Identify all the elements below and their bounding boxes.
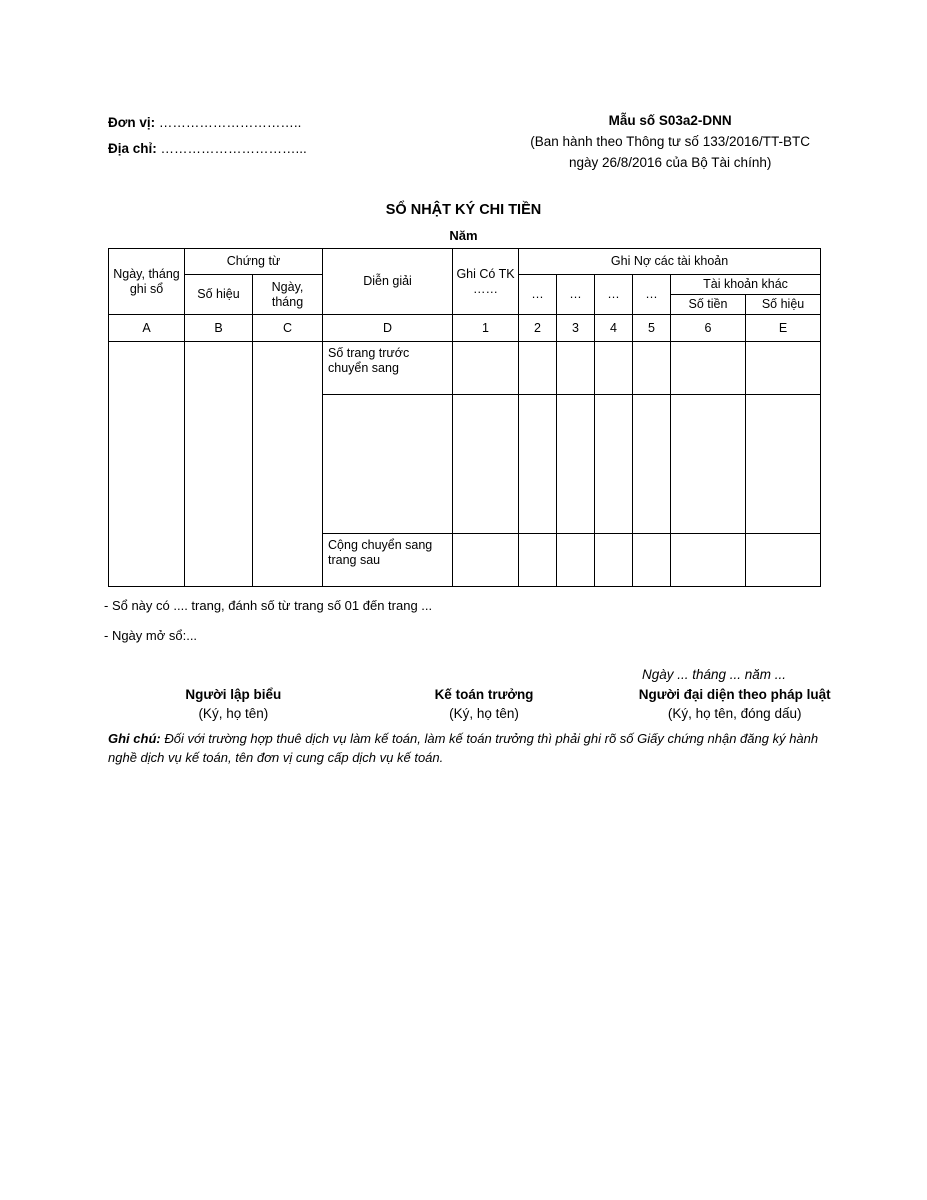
cell-ngay-thang[interactable] — [253, 342, 323, 587]
cell-ngay-thang-ghi-so[interactable] — [109, 342, 185, 587]
ledger-table-wrapper — [108, 248, 820, 587]
cell-no-5-2[interactable] — [633, 395, 671, 534]
signature-date: Ngày ... tháng ... năm ... — [641, 667, 787, 682]
cell-no-4-1[interactable] — [595, 342, 633, 395]
address-label: Địa chỉ: — [108, 141, 157, 156]
th-so-hieu-2: Số hiệu — [746, 295, 821, 315]
unit-dots: ………………………….. — [155, 115, 302, 130]
ledger-table — [108, 248, 821, 587]
signature-row — [108, 685, 860, 723]
signature-preparer-sub: (Ký, họ tên) — [198, 706, 269, 721]
cell-no-4-3[interactable] — [595, 534, 633, 587]
table-row — [109, 342, 821, 395]
cell-no-2-1[interactable] — [519, 342, 557, 395]
signature-legal-rep-title: Người đại diện theo pháp luật — [638, 687, 831, 702]
footnote — [108, 729, 820, 767]
cell-dien-giai-truoc[interactable]: Số trang trước chuyển sang — [323, 342, 453, 395]
cell-no-3-3[interactable] — [557, 534, 595, 587]
address-dots: …………………………... — [156, 141, 307, 156]
form-code: Mẫu số S03a2-DNN — [608, 113, 732, 128]
col-letter-b: B — [185, 315, 253, 342]
col-letter-d: D — [323, 315, 453, 342]
cell-so-hieu-khac-1[interactable] — [746, 342, 821, 395]
footnote-text: Đối với trường hợp thuê dịch vụ làm kế toán, làm kế toán trưởng thì phải ghi rõ số Giấy chứng nhận đăng ký hành nghề dịch vụ kế toán, tên đơn vị cung cấp dịch vụ kế toán. — [108, 731, 819, 765]
signature-legal-rep — [609, 685, 860, 723]
th-dien-giai: Diễn giải — [323, 249, 453, 315]
th-ngay-thang-ghi-so: Ngày, tháng ghi sổ — [109, 249, 185, 315]
footnote-label: Ghi chú: — [108, 731, 161, 746]
cell-ghi-co-tk-1[interactable] — [453, 342, 519, 395]
document-header — [108, 110, 820, 173]
th-dots-2: … — [557, 275, 595, 315]
cell-no-5-1[interactable] — [633, 342, 671, 395]
cell-no-5-3[interactable] — [633, 534, 671, 587]
cell-so-tien-3[interactable] — [671, 534, 746, 587]
th-dots-4: … — [633, 275, 671, 315]
th-dots-1: … — [519, 275, 557, 315]
signature-preparer — [108, 685, 359, 723]
unit-row — [108, 110, 307, 136]
th-so-hieu: Số hiệu — [185, 275, 253, 315]
signature-chief-accountant-sub: (Ký, họ tên) — [449, 706, 519, 721]
cell-no-3-2[interactable] — [557, 395, 595, 534]
cell-so-tien-1[interactable] — [671, 342, 746, 395]
col-letter-a: A — [109, 315, 185, 342]
note-line-2: - Ngày mở sổ:... — [104, 628, 198, 643]
cell-so-hieu[interactable] — [185, 342, 253, 587]
th-tai-khoan-khac: Tài khoản khác — [671, 275, 821, 295]
note-line-1: - Sổ này có .... trang, đánh số từ trang số 01 đến trang ... — [104, 598, 433, 613]
col-letter-5: 5 — [633, 315, 671, 342]
cell-ghi-co-tk-3[interactable] — [453, 534, 519, 587]
header-row-1 — [109, 249, 821, 275]
cell-no-2-2[interactable] — [519, 395, 557, 534]
issued-line-1: (Ban hành theo Thông tư số 133/2016/TT-BTC — [530, 134, 810, 149]
year-label: Năm — [449, 228, 478, 243]
cell-no-2-3[interactable] — [519, 534, 557, 587]
col-letter-1: 1 — [453, 315, 519, 342]
form-meta-block — [530, 110, 820, 173]
unit-label: Đơn vị: — [108, 115, 156, 130]
th-so-tien: Số tiền — [671, 295, 746, 315]
col-letter-3: 3 — [557, 315, 595, 342]
th-ghi-no-cac-tai-khoan: Ghi Nợ các tài khoản — [519, 249, 821, 275]
col-letter-6: 6 — [671, 315, 746, 342]
address-row — [108, 136, 307, 162]
signature-chief-accountant-title: Kế toán trưởng — [434, 687, 534, 702]
th-chung-tu: Chứng từ — [185, 249, 323, 275]
signature-preparer-title: Người lập biểu — [185, 687, 282, 702]
cell-so-hieu-khac-2[interactable] — [746, 395, 821, 534]
cell-dien-giai-cong[interactable]: Cộng chuyển sang trang sau — [323, 534, 453, 587]
signature-chief-accountant — [359, 685, 610, 723]
cell-no-4-2[interactable] — [595, 395, 633, 534]
col-letter-4: 4 — [595, 315, 633, 342]
th-ngay-thang: Ngày, tháng — [253, 275, 323, 315]
col-letter-2: 2 — [519, 315, 557, 342]
issued-line-2: ngày 26/8/2016 của Bộ Tài chính) — [568, 155, 772, 170]
col-letter-e: E — [746, 315, 821, 342]
cell-so-tien-2[interactable] — [671, 395, 746, 534]
cell-dien-giai-blank[interactable] — [323, 395, 453, 534]
signature-legal-rep-sub: (Ký, họ tên, đóng dấu) — [667, 706, 802, 721]
th-ghi-co-tk: Ghi Có TK …… — [453, 249, 519, 315]
unit-info-block — [108, 110, 307, 162]
cell-so-hieu-khac-3[interactable] — [746, 534, 821, 587]
column-letter-row — [109, 315, 821, 342]
col-letter-c: C — [253, 315, 323, 342]
cell-no-3-1[interactable] — [557, 342, 595, 395]
th-dots-3: … — [595, 275, 633, 315]
notes-block — [104, 591, 432, 651]
cell-ghi-co-tk-2[interactable] — [453, 395, 519, 534]
page-title: SỔ NHẬT KÝ CHI TIỀN — [385, 202, 542, 218]
